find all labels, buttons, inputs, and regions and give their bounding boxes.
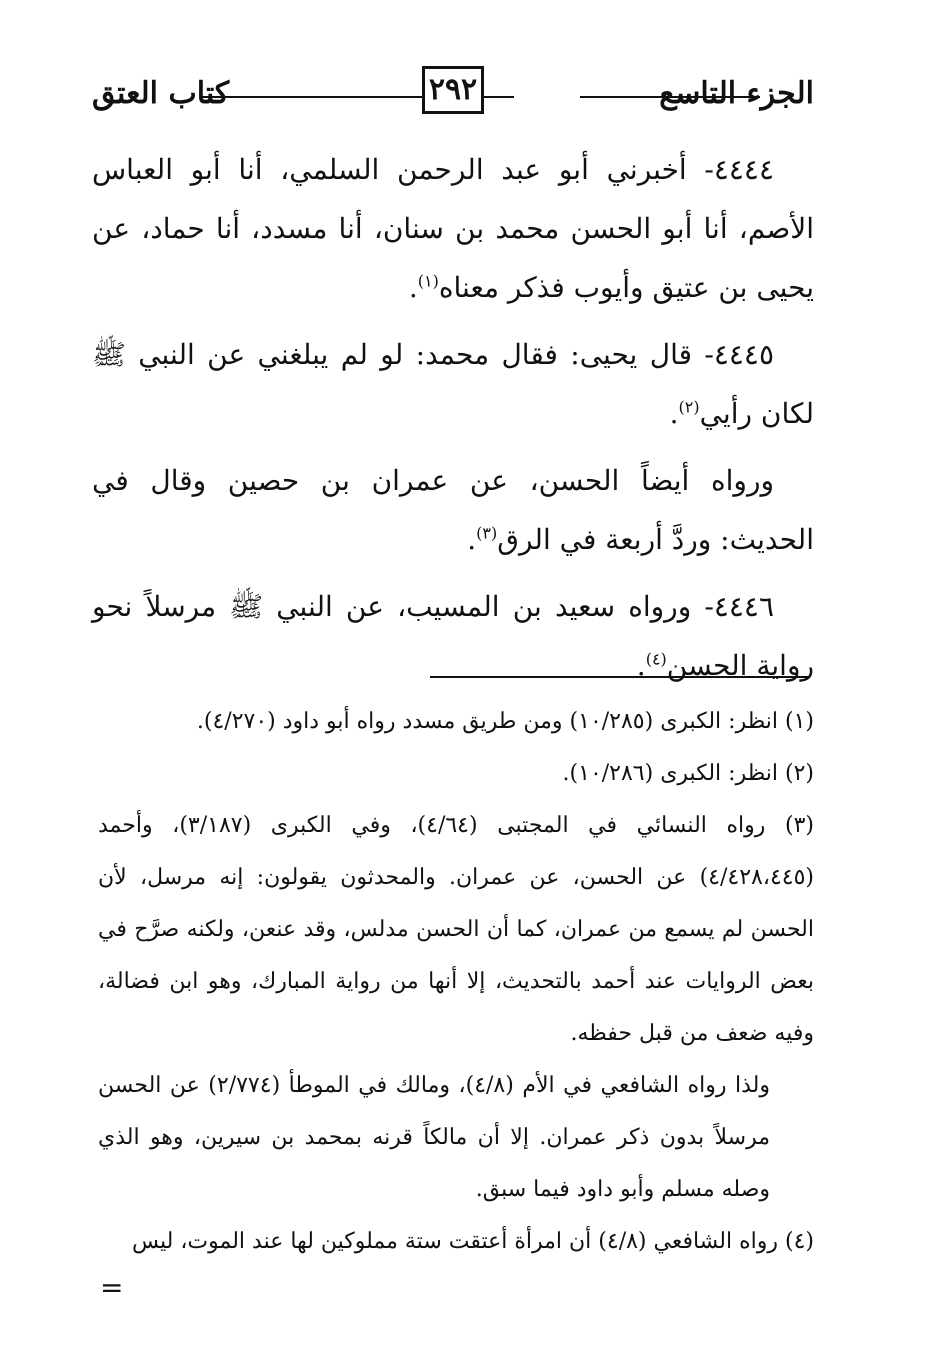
continuation-mark: = [100, 1271, 124, 1304]
footnote-ref-4[interactable]: (٤) [645, 649, 667, 669]
hadith-4444: ٤٤٤٤- أخبرني أبو عبد الرحمن السلمي، أنا أبو العباس الأصم، أنا أبو الحسن محمد بن سنان، أنا مسدد، أنا حماد، عن يحيى بن عتيق وأيوب فذكر معناه$^{(١)}$. [92, 153, 814, 304]
footnote-ref-3[interactable]: (٣) [476, 523, 498, 543]
hadith-4446: ٤٤٤٦- ورواه سعيد بن المسيب، عن النبي ﷺ مرسلاً نحو رواية الحسن$^{(٤)}$. [92, 590, 814, 682]
book-title: كتاب العتق [92, 76, 230, 111]
footnote-2: (٢) انظر: الكبرى (١٠/٢٨٦). [562, 761, 814, 786]
footnotes [98, 696, 814, 1268]
footnote-4: (٤) رواه الشافعي (٤/٨) أن امرأة أعتقت ستة مملوكين لها عند الموت، ليس [131, 1229, 814, 1254]
main-text [92, 140, 814, 703]
footnote-3: (٣) رواه النسائي في المجتبى (٤/٦٤)، وفي الكبرى (٣/١٨٧)، وأحمد (٤/٤٢٨،٤٤٥) عن الحسن، عن عمران. والمحدثون يقولون: إنه مرسل، لأن الحسن لم يسمع من عمران، كما أن الحسن مدلس، وقد عنعن، ولكنه صرَّح في بعض الروايات عند أحمد بالتحديث، إلا أنها من رواية المبارك، وهو ابن فضالة، وفيه ضعف من قبل حفظه. [98, 813, 815, 1046]
footnote-1: (١) انظر: الكبرى (١٠/٢٨٥) ومن طريق مسدد رواه أبو داود (٤/٢٧٠). [196, 709, 814, 734]
footnote-3-continued: ولذا رواه الشافعي في الأم (٤/٨)، ومالك في الموطأ (٢/٧٧٤) عن الحسن مرسلاً بدون ذكر عمران. إلا أن مالكاً قرنه بمحمد بن سيرين، وهو الذي وصله مسلم وأبو داود فيما سبق. [98, 1073, 771, 1202]
hadith-note: ورواه أيضاً الحسن، عن عمران بن حصين وقال في الحديث: وردَّ أربعة في الرق$^{(٣)}$. [92, 464, 814, 556]
footnote-ref-1[interactable]: (١) [417, 271, 439, 291]
volume-title: الجزء التاسع [659, 76, 814, 111]
hadith-4445: ٤٤٤٥- قال يحيى: فقال محمد: لو لم يبلغني عن النبي ﷺ لكان رأيي$^{(٢)}$. [92, 338, 814, 430]
page-header [92, 62, 814, 122]
page-number: ٢٩٢ [422, 66, 484, 114]
footnote-ref-2[interactable]: (٢) [678, 397, 700, 417]
footnote-divider [430, 676, 810, 678]
